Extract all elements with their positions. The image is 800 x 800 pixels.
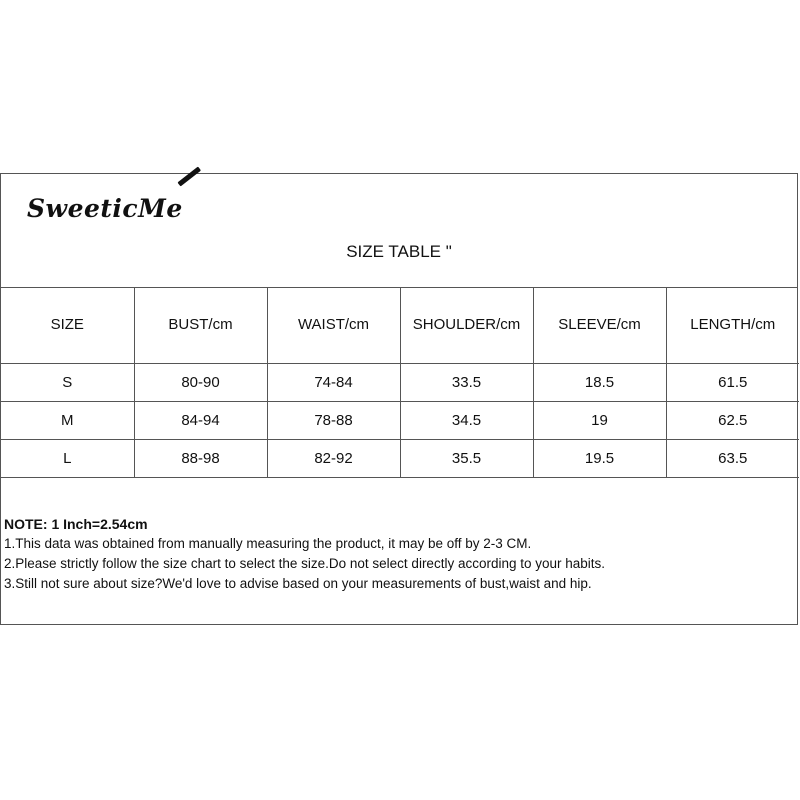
size-chart-header <box>1 174 797 288</box>
cell-shoulder: 33.5 <box>400 363 533 401</box>
cell-shoulder: 34.5 <box>400 401 533 439</box>
size-table <box>1 287 799 478</box>
cell-shoulder: 35.5 <box>400 439 533 477</box>
cell-bust: 88-98 <box>134 439 267 477</box>
note-line: 3.Still not sure about size?We'd love to advise based on your measurements of bust,waist and hip. <box>4 576 592 591</box>
cell-length: 63.5 <box>666 439 799 477</box>
cell-waist: 74-84 <box>267 363 400 401</box>
cell-bust: 80-90 <box>134 363 267 401</box>
header-bust: BUST/cm <box>134 287 267 363</box>
cell-bust: 84-94 <box>134 401 267 439</box>
table-header-row <box>1 287 799 363</box>
cell-length: 61.5 <box>666 363 799 401</box>
header-sleeve: SLEEVE/cm <box>533 287 666 363</box>
header-length: LENGTH/cm <box>666 287 799 363</box>
table-row <box>1 401 799 439</box>
cell-waist: 78-88 <box>267 401 400 439</box>
cell-sleeve: 19 <box>533 401 666 439</box>
header-shoulder: SHOULDER/cm <box>400 287 533 363</box>
note-line: 2.Please strictly follow the size chart to select the size.Do not select directly according to your habits. <box>4 556 606 571</box>
header-size: SIZE <box>1 287 134 363</box>
cell-sleeve: 19.5 <box>533 439 666 477</box>
brand-logo: SweeticMe <box>27 194 183 223</box>
size-table-title: SIZE TABLE " <box>346 242 452 261</box>
cell-size: L <box>1 439 134 477</box>
table-row <box>1 439 799 477</box>
size-chart-sheet <box>0 173 798 625</box>
logo-stroke-icon <box>177 167 201 187</box>
cell-size: S <box>1 363 134 401</box>
notes-section <box>4 514 605 594</box>
cell-length: 62.5 <box>666 401 799 439</box>
cell-sleeve: 18.5 <box>533 363 666 401</box>
table-row <box>1 363 799 401</box>
cell-size: M <box>1 401 134 439</box>
header-waist: WAIST/cm <box>267 287 400 363</box>
note-title: NOTE: 1 Inch=2.54cm <box>4 516 148 532</box>
note-line: 1.This data was obtained from manually measuring the product, it may be off by 2-3 CM. <box>4 536 532 551</box>
cell-waist: 82-92 <box>267 439 400 477</box>
